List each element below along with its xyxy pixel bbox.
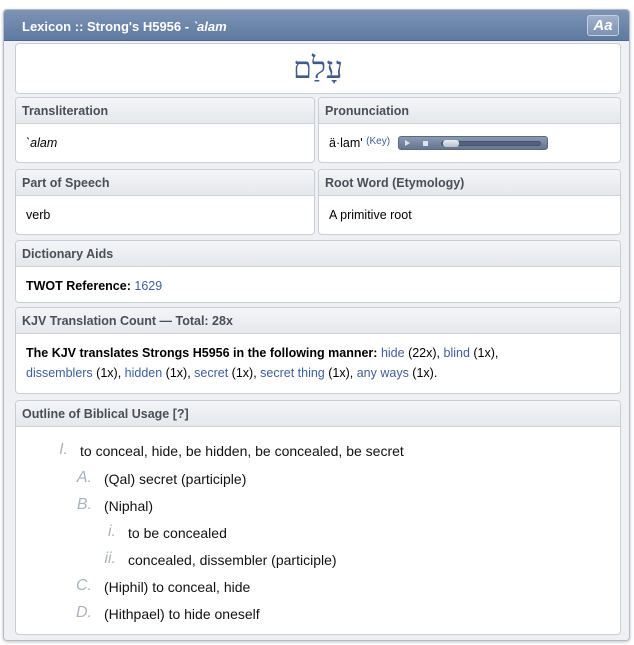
root-word-value: A primitive root xyxy=(329,208,412,222)
kjv-translation-panel xyxy=(15,307,621,394)
outline-text: to conceal, hide, be hidden, be concealed, be secret xyxy=(80,443,404,459)
root-word-header: Root Word (Etymology) xyxy=(319,170,620,196)
audio-player xyxy=(398,136,548,150)
root-word-panel xyxy=(318,169,621,235)
pronunciation-value: ä·lam' xyxy=(329,136,363,150)
outline-text: (Hithpael) to hide oneself xyxy=(104,606,260,622)
window-titlebar xyxy=(4,10,629,41)
window-title-word: `alam xyxy=(192,19,227,34)
window-title: Lexicon :: Strong's H5956 - xyxy=(22,19,193,34)
outline-text: (Hiphil) to conceal, hide xyxy=(104,579,251,595)
kjv-word-link[interactable]: secret xyxy=(194,366,229,380)
kjv-word-link[interactable]: dissemblers xyxy=(26,366,93,380)
kjv-count: (1x), xyxy=(469,346,499,360)
hebrew-word: עָלַם xyxy=(293,51,343,86)
audio-progress-thumb[interactable] xyxy=(443,140,459,147)
kjv-word-link[interactable]: secret thing xyxy=(260,366,325,380)
kjv-count: (1x). xyxy=(408,366,438,380)
hebrew-word-panel xyxy=(15,43,621,94)
pronunciation-key-link[interactable]: (Key) xyxy=(366,136,391,147)
outline-text: to be concealed xyxy=(128,525,227,541)
part-of-speech-panel xyxy=(15,169,315,235)
transliteration-header: Transliteration xyxy=(16,98,314,124)
kjv-word-link[interactable]: hide xyxy=(380,346,405,360)
kjv-header: KJV Translation Count — Total: 28x xyxy=(16,308,620,334)
kjv-word-link[interactable]: hidden xyxy=(124,366,163,380)
kjv-word-link[interactable]: any ways xyxy=(356,366,409,380)
kjv-count: (1x), xyxy=(162,366,195,380)
twot-reference-link[interactable]: 1629 xyxy=(134,279,163,293)
pronunciation-body xyxy=(319,124,620,151)
outline-number: B. xyxy=(76,496,92,513)
kjv-line-1 xyxy=(26,343,620,363)
transliteration-panel xyxy=(15,97,315,163)
transliteration-value: `alam xyxy=(26,136,58,150)
kjv-line-2 xyxy=(26,363,620,383)
dictionary-aids-header: Dictionary Aids xyxy=(16,241,620,267)
kjv-count: (1x), xyxy=(324,366,357,380)
kjv-word-link[interactable]: blind xyxy=(443,346,470,360)
kjv-body xyxy=(16,334,620,383)
outline-number: A. xyxy=(76,469,92,486)
dictionary-aids-body xyxy=(16,267,620,293)
stop-icon[interactable] xyxy=(423,141,428,146)
play-icon[interactable] xyxy=(405,140,410,146)
outline-number: ii. xyxy=(104,550,116,567)
dictionary-aids-panel xyxy=(15,240,621,303)
twot-label: TWOT Reference: xyxy=(26,279,131,293)
pronunciation-header: Pronunciation xyxy=(319,98,620,124)
kjv-count: (22x), xyxy=(404,346,444,360)
outline-header[interactable]: Outline of Biblical Usage [?] xyxy=(16,401,620,427)
lexicon-window xyxy=(3,9,630,641)
pronunciation-panel xyxy=(318,97,621,163)
outline-text: concealed, dissembler (participle) xyxy=(128,552,337,568)
part-of-speech-header: Part of Speech xyxy=(16,170,314,196)
outline-number: C. xyxy=(76,577,92,594)
outline-number: i. xyxy=(108,523,116,540)
kjv-intro: The KJV translates Strongs H5956 in the following manner: xyxy=(26,346,378,360)
outline-text: (Qal) secret (participle) xyxy=(104,471,247,487)
kjv-count: (1x), xyxy=(92,366,125,380)
outline-panel xyxy=(15,400,621,635)
outline-number: D. xyxy=(76,604,92,621)
kjv-count: (1x), xyxy=(228,366,261,380)
outline-text: (Niphal) xyxy=(104,498,154,514)
font-size-button[interactable]: Aa xyxy=(587,15,619,36)
part-of-speech-value: verb xyxy=(26,208,51,222)
outline-number: I. xyxy=(59,441,68,458)
